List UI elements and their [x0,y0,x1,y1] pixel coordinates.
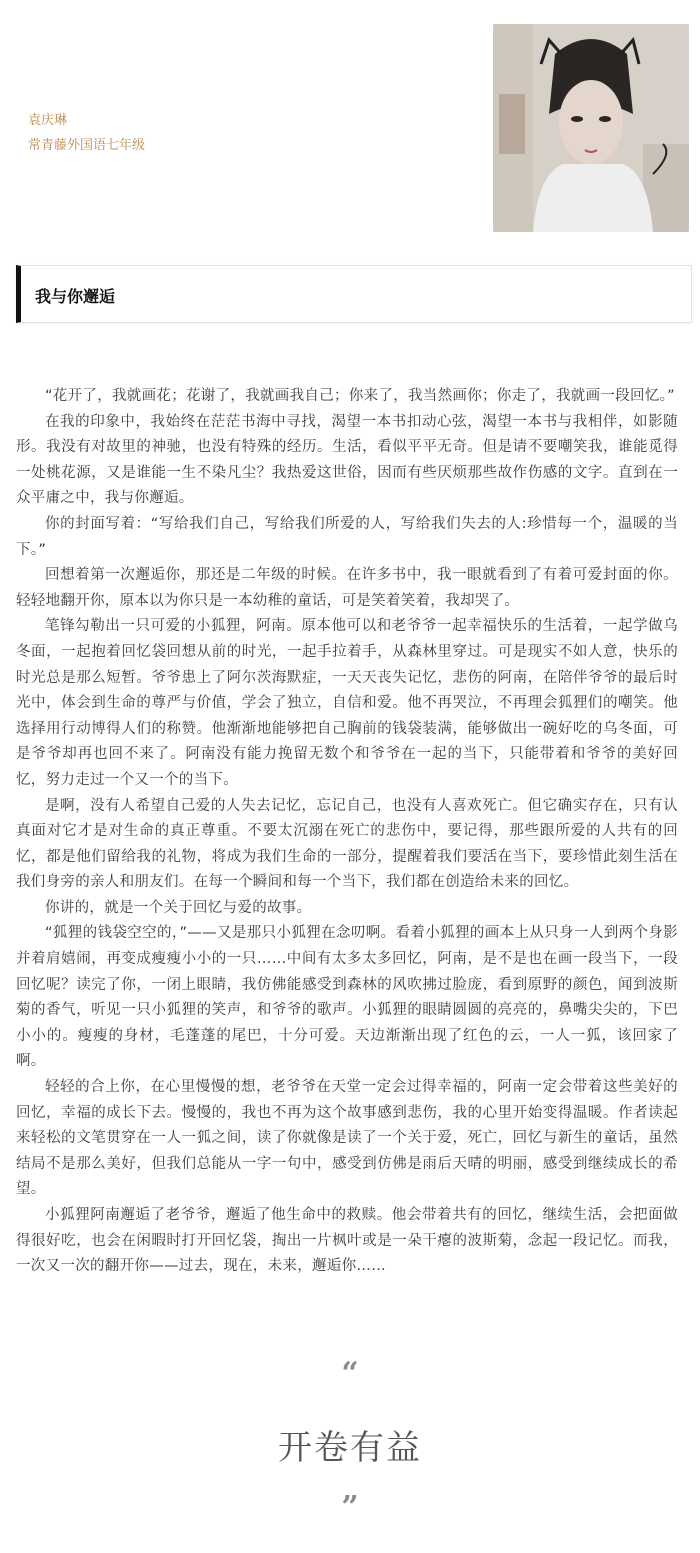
author-photo [493,24,689,232]
paragraph: 在我的印象中，我始终在茫茫书海中寻找，渴望一本书扣动心弦，渴望一本书与我相伴，如影随形。我没有对故里的神驰，也没有特殊的经历。生活，看似平平无奇。但是请不要嘲笑我，谁能觅得一处桃花源，又是谁能一生不染凡尘？我热爱这世俗，因而有些厌烦那些故作伤感的文字。直到在一众平庸之中，我与你邂逅。 [16,413,678,507]
paragraph: 是啊，没有人希望自己爱的人失去记忆，忘记自己，也没有人喜欢死亡。但它确实存在，只有认真面对它才是对生命的真正尊重。不要太沉溺在死亡的悲伤中，要记得，那些跟所爱的人共有的回忆，都是他们留给我的礼物，将成为我们生命的一部分，提醒着我们要活在当下，要珍惜此刻生活在我们身旁的亲人和朋友们。在每一个瞬间和每一个当下，我们都在创造给未来的回忆。 [16,797,678,891]
paragraph: 小狐狸阿南邂逅了老爷爷，邂逅了他生命中的救赎。他会带着共有的回忆，继续生活，会把面做得很好吃，也会在闲暇时打开回忆袋，掏出一片枫叶或是一朵干瘪的波斯菊，念起一段记忆。而我，一次又一次的翻开你——过去，现在，未来，邂逅你…… [16,1207,678,1275]
paragraph: “花开了，我就画花；花谢了，我就画我自己；你来了，我当然画你；你走了，我就画一段回忆。” [45,388,675,404]
paragraph: 笔锋勾勒出一只可爱的小狐狸，阿南。原本他可以和老爷爷一起幸福快乐的生活着，一起学做乌冬面，一起抱着回忆袋回想从前的时光，一起手拉着手，从森林里穿过。可是现实不如人意，快乐的时光总是那么短暂。爷爷患上了阿尔茨海默症，一天天丧失记忆，悲伤的阿南，在陪伴爷爷的最后时光中，体会到生命的尊严与价值，学会了独立，自信和爱。他不再哭泣，不再理会狐狸们的嘲笑。他选择用行动博得人们的称赞。他渐渐地能够把自己胸前的钱袋装满，能够做出一碗好吃的乌冬面，可是爷爷却再也回不来了。阿南没有能力挽留无数个和爷爷在一起的当下，只能带着和爷爷的美好回忆，努力走过一个又一个的当下。 [16,618,678,788]
article-title: 我与你邂逅 [35,287,116,306]
article-title-box [16,265,692,323]
paragraph: 回想着第一次邂逅你，那还是二年级的时候。在许多书中，我一眼就看到了有着可爱封面的你。轻轻地翻开你，原本以为你只是一本幼稚的童话，可是笑着笑着，我却哭了。 [16,567,678,609]
paragraph: 你讲的，就是一个关于回忆与爱的故事。 [45,899,312,916]
paragraph: “狐狸的钱袋空空的，”——又是那只小狐狸在念叨啊。看着小狐狸的画本上从只身一人到两个身影并着肩嬉闹，再变成瘦瘦小小的一只……中间有太多太多回忆，阿南，是不是也在画一段当下，一段回忆呢？读完了你，一闭上眼睛，我仿佛能感受到森林的风吹拂过脸庞，看到原野的颜色，闻到波斯菊的香气，听见一只小狐狸的笑声，和爷爷的歌声。小狐狸的眼睛圆圆的亮亮的，鼻嘴尖尖的，下巴小小的。瘦瘦的身材，毛蓬蓬的尾巴，十分可爱。天边渐渐出现了红色的云，一人一狐，该回家了啊。 [16,925,678,1070]
author-name: 袁庆琳 [28,113,68,128]
article-body [16,384,678,1280]
paragraph: 你的封面写着：“写给我们自己，写给我们所爱的人，写给我们失去的人:珍惜每一个，温暖的当下。” [16,515,678,558]
close-quote-icon: ” [341,1490,359,1525]
motto: 开卷有益 [278,1428,422,1468]
paragraph: 轻轻的合上你，在心里慢慢的想，老爷爷在天堂一定会过得幸福的，阿南一定会带着这些美好的回忆，幸福的成长下去。慢慢的，我也不再为这个故事感到悲伤，我的心里开始变得温暖。作者读起来轻松的文笔贯穿在一人一狐之间，读了你就像是读了一个关于爱，死亡，回忆与新生的童话，虽然结局不是那么美好，但我们总能从一字一句中，感受到仿佛是雨后天晴的明丽，感受到继续成长的希望。 [16,1079,678,1198]
author-info [28,108,145,158]
author-school: 常青藤外国语七年级 [28,138,146,153]
open-quote-icon: “ [341,1356,359,1391]
